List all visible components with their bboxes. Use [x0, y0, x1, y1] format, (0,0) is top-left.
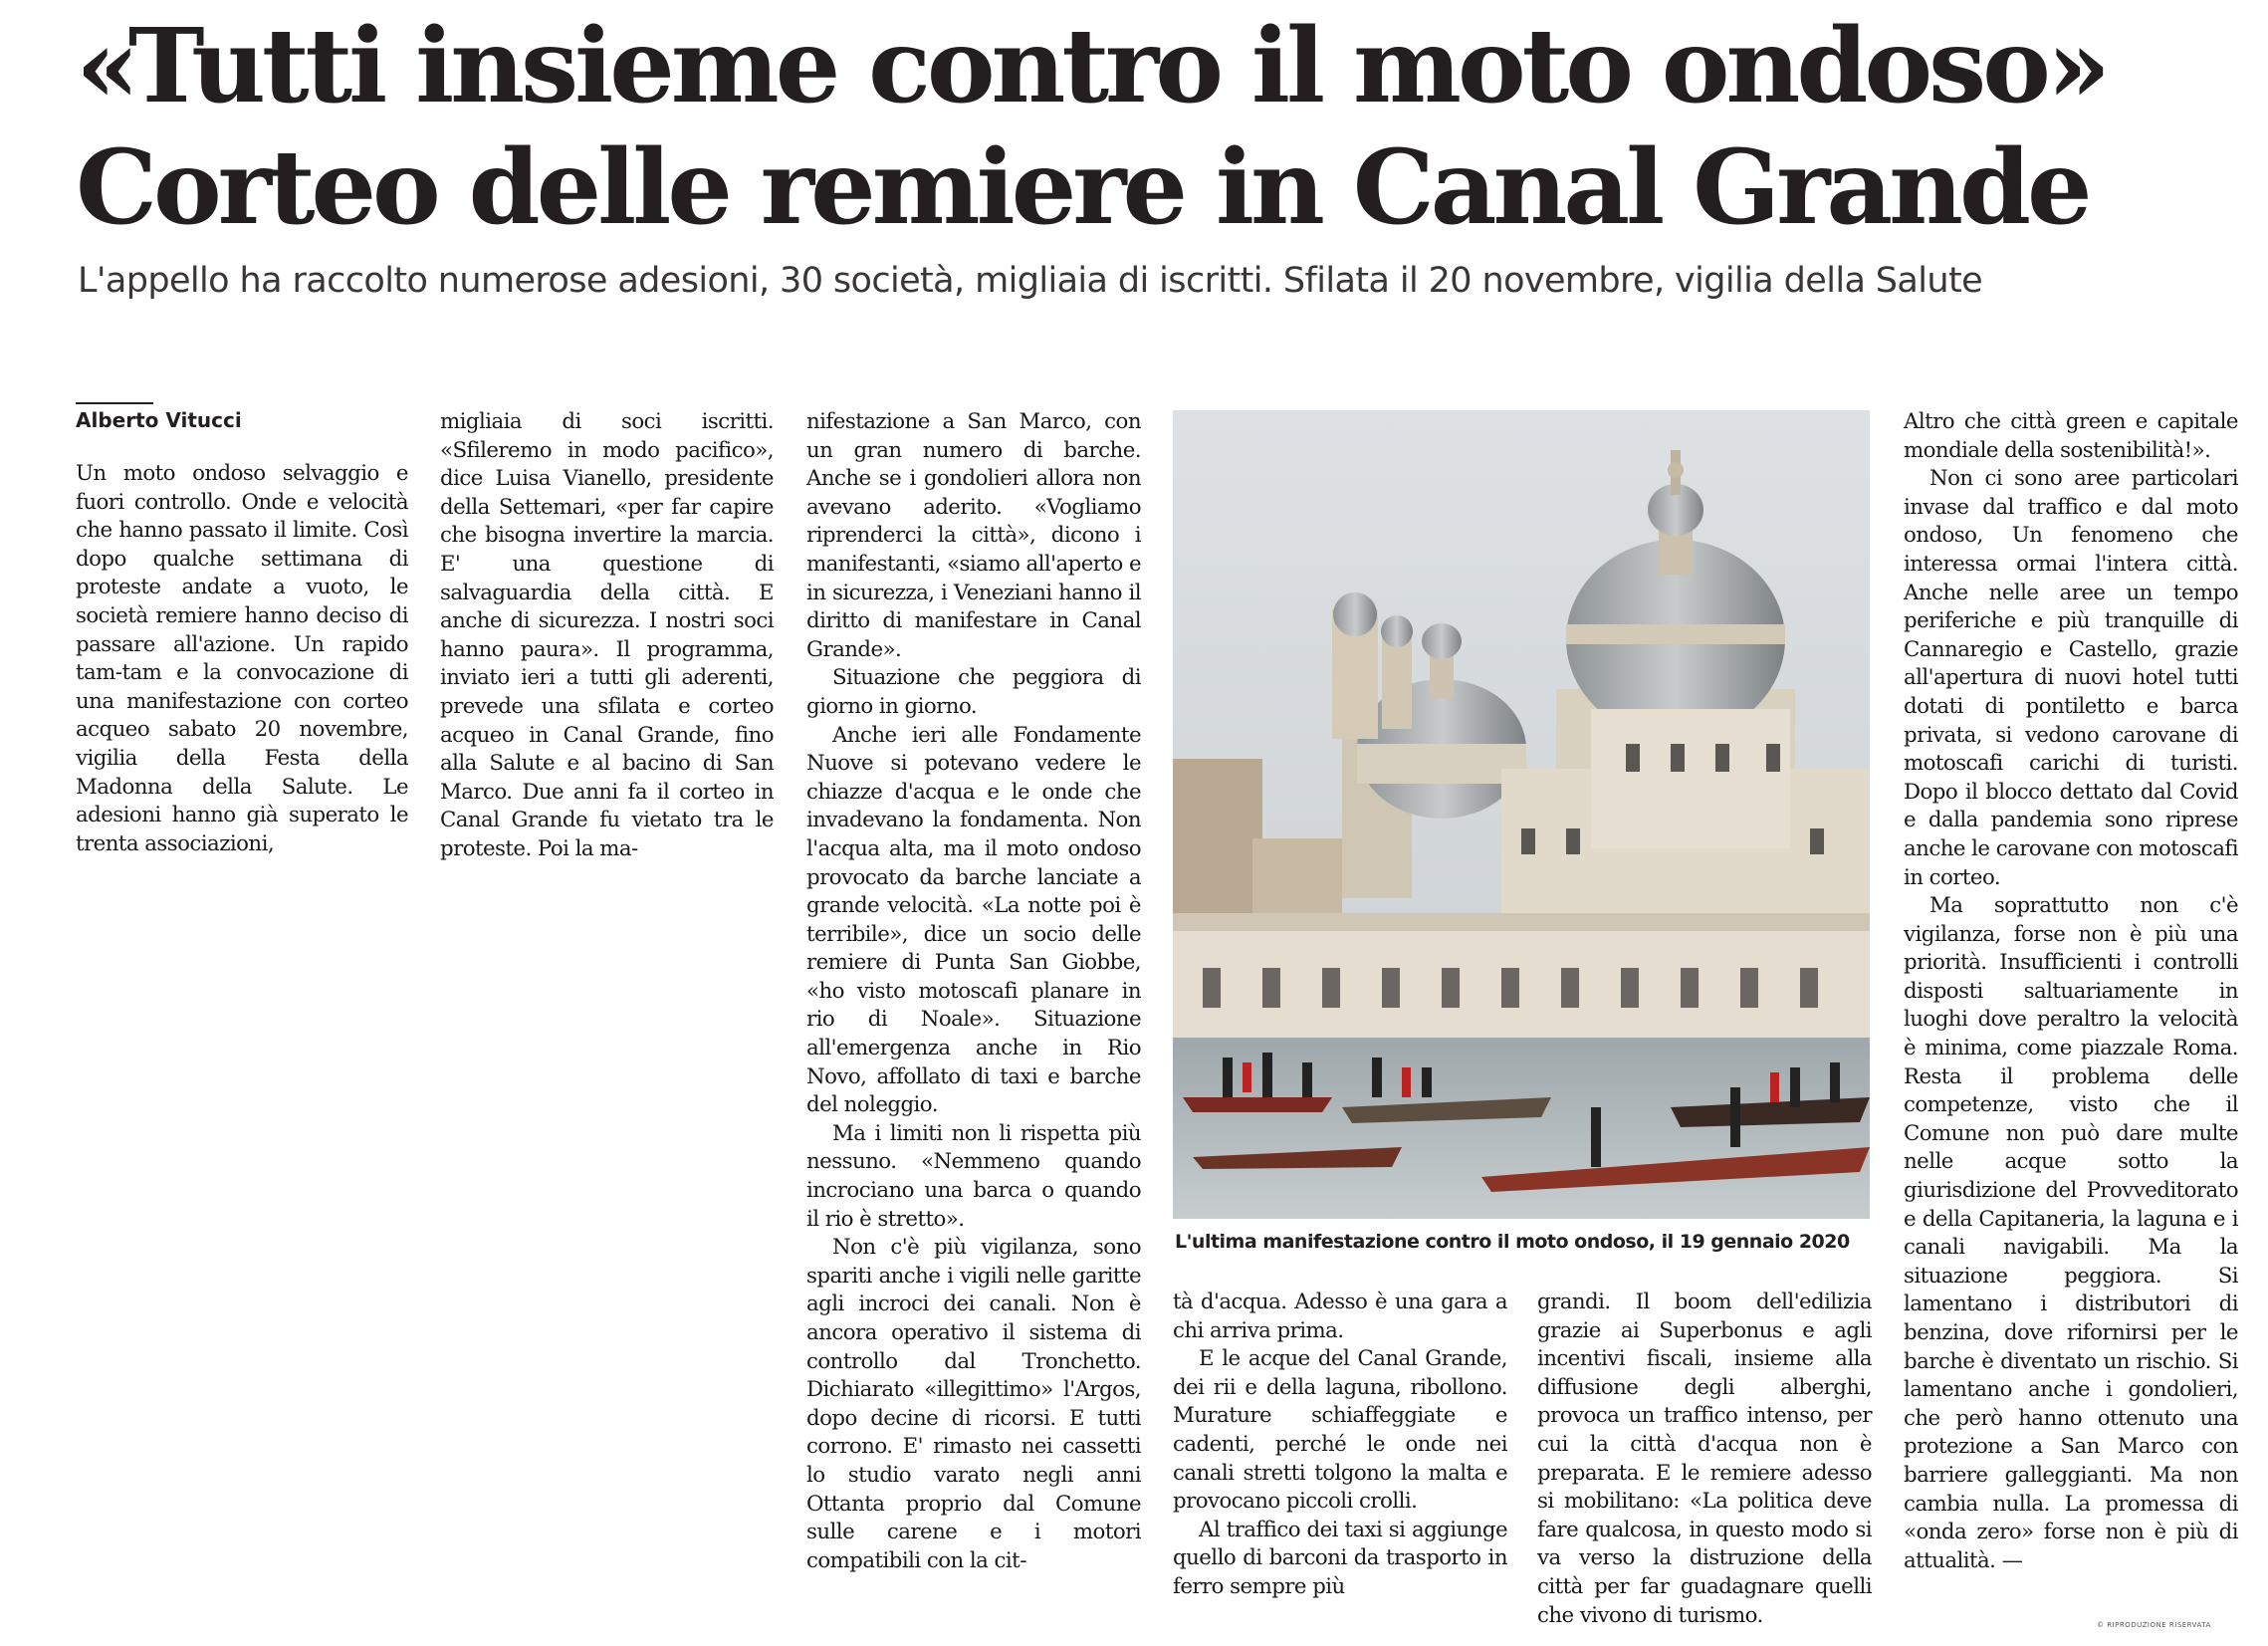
headline — [76, 6, 2246, 249]
article-column-4 — [1173, 1289, 1507, 1602]
article-column-2 — [440, 408, 774, 864]
paragraph: Altro che città green e capitale mondiale della sostenibilità!». — [1904, 409, 2238, 463]
paragraph: tà d'acqua. Adesso è una gara a chi arriva prima. — [1173, 1290, 1507, 1343]
paragraph: nifestazione a San Marco, con un gran numero di barche. Anche se i gondolieri allora non avevano aderito. «Vogliamo riprenderci la città», dicono i manifestanti, «siamo all'aperto e in sicurezza, i Veneziani hanno il diritto di manifestare in Canal Grande». — [806, 409, 1141, 662]
photo-caption: L'ultima manifestazione contro il moto ondoso, il 19 gennaio 2020 — [1175, 1231, 1850, 1253]
copyright-notice: © RIPRODUZIONE RISERVATA — [2097, 1621, 2211, 1629]
subheadline: L'appello ha raccolto numerose adesioni, 30 società, migliaia di iscritti. Sfilata il 20 novembre, vigilia della Salute — [78, 261, 1983, 301]
headline-line-1: «Tutti insieme contro il moto ondoso» — [76, 6, 2108, 126]
paragraph: grandi. Il boom dell'edilizia grazie ai Superbonus e agli incentivi fiscali, insieme alla diffusione degli alberghi, provoca un traffico intenso, per cui la città d'acqua non è preparata. E le remiere adesso si mobilitano: «La politica deve fare qualcosa, in questo modo si va verso la distruzione della città per far guadagnare quelli che vivono di turismo. — [1537, 1290, 1872, 1628]
paragraph: Anche ieri alle Fondamente Nuove si potevano vedere le chiazze d'acqua e le onde che invadevano la fondamenta. Non l'acqua alta, ma il moto ondoso provocato da barche lanciate a grande velocità. «La notte poi è terribile», dice un socio delle remiere di Punta San Giobbe, «ho visto motoscafi planare in rio di Noale». Situazione all'emergenza anche in Rio Novo, affollato di taxi e barche del noleggio. — [806, 722, 1141, 1118]
article-column-5 — [1537, 1289, 1872, 1630]
byline — [76, 408, 242, 432]
paragraph: E le acque del Canal Grande, dei rii e della laguna, ribollono. Murature schiaffeggiate e cadenti, perché le onde nei canali stretti tolgono la malta e provocano piccoli crolli. — [1173, 1346, 1507, 1515]
article-photo — [1173, 410, 1870, 1219]
headline-line-2: Corteo delle remiere in Canal Grande — [76, 127, 2089, 248]
paragraph: Non c'è più vigilanza, sono spariti anche i vigili nelle garitte agli incroci dei canali. Non è ancora operativo il sistema di controllo dal Tronchetto. Dichiarato «illegittimo» l'Argos, dopo decine di ricorsi. E tutti corrono. E' rimasto nei cassetti lo studio varato negli anni Ottanta proprio dal Comune sulle carene e i motori compatibili con la cit- — [806, 1235, 1141, 1573]
paragraph: Ma i limiti non li rispetta più nessuno. «Nemmeno quando incrociano una barca o quando il rio è stretto». — [806, 1120, 1141, 1232]
venice-salute-illustration — [1173, 410, 1870, 1219]
article-column-3 — [806, 408, 1141, 1575]
article-column-1 — [76, 460, 408, 858]
paragraph: Situazione che peggiora di giorno in giorno. — [806, 665, 1141, 719]
byline-rule — [76, 402, 153, 404]
paragraph: Non ci sono aree particolari invase dal traffico e dal moto ondoso, Un fenomeno che interessa ormai l'intera città. Anche nelle aree un tempo periferiche e più tranquille di Cannaregio e Castello, grazie all'apertura di nuovi hotel tutti dotati di pontiletto e barca privata, si vedono carovane di motoscafi carichi di turisti. Dopo il blocco dettato dal Covid e dalla pandemia sono riprese anche le carovane con motoscafi in corteo. — [1904, 466, 2238, 890]
paragraph: Al traffico dei taxi si aggiunge quello di barconi da trasporto in ferro sempre più — [1173, 1517, 1507, 1599]
paragraph: migliaia di soci iscritti. «Sfileremo in modo pacifico», dice Luisa Vianello, presidente della Settemari, «per far capire che bisogna invertire la marcia. E' una questione di salvaguardia della città. E anche di sicurezza. I nostri soci hanno paura». Il programma, inviato ieri a tutti gli aderenti, prevede una sfilata e corteo acqueo in Canal Grande, fino alla Salute e al bacino di San Marco. Due anni fa il corteo in Canal Grande fu vietato tra le proteste. Poi la ma- — [440, 409, 774, 861]
paragraph: Un moto ondoso selvaggio e fuori controllo. Onde e velocità che hanno passato il limite. Così dopo qualche settimana di proteste andate a vuoto, le società remiere hanno deciso di passare all'azione. Un rapido tam-tam e la convocazione di una manifestazione con corteo acqueo sabato 20 novembre, vigilia della Festa della Madonna della Salute. Le adesioni hanno già superato le trenta associazioni, — [76, 461, 408, 856]
article-column-6 — [1904, 408, 2238, 1575]
author-name: Alberto Vitucci — [76, 408, 242, 432]
paragraph: Ma soprattutto non c'è vigilanza, forse non è più una priorità. Insufficienti i controlli disposti saltuariamente in luoghi dove peraltro la velocità è minima, come piazzale Roma. Resta il problema delle competenze, visto che il Comune non può dare multe nelle acque sotto la giurisdizione del Provveditorato e della Capitaneria, la laguna e i canali navigabili. Ma la situazione peggiora. Si lamentano i distributori di benzina, dove rifornirsi per le barche è diventato un rischio. Si lamentano anche i gondolieri, che però hanno ottenuto una protezione a San Marco con barriere galleggianti. Ma non cambia nulla. La promessa di «onda zero» forse non è più di attualità. — — [1904, 893, 2238, 1573]
